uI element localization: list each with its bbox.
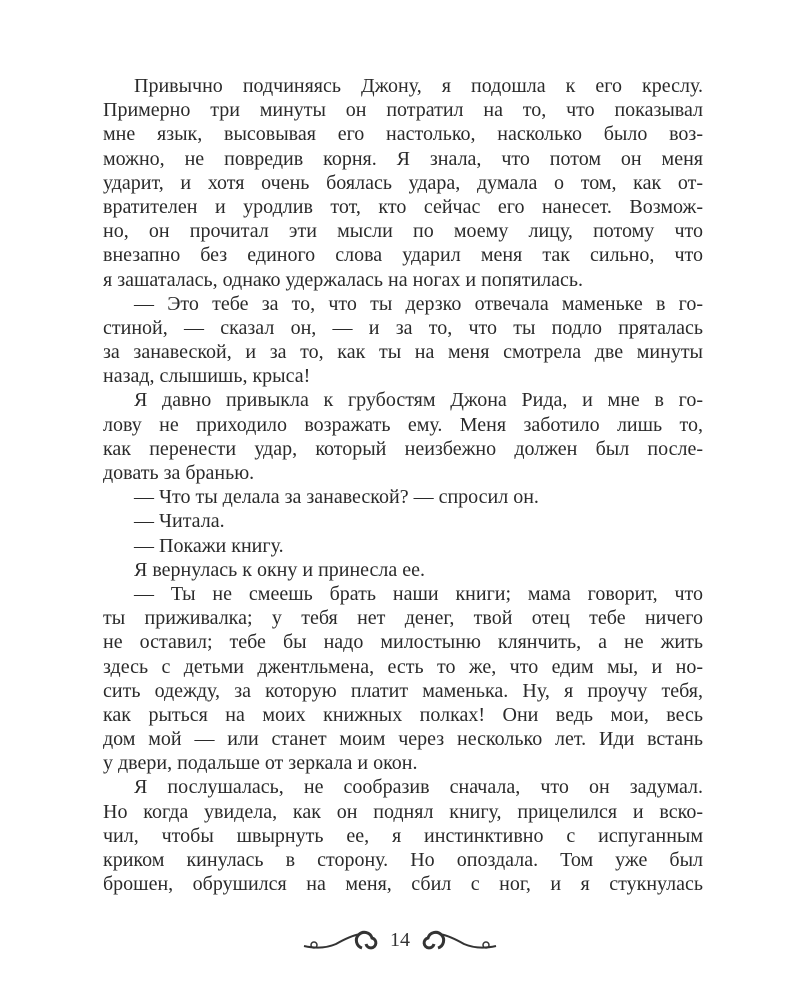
paragraph xyxy=(103,558,703,582)
text-line: Я вернулась к окну и принесла ее. xyxy=(134,558,426,581)
text-line: я зашаталась, однако удержалась на ногах и попятилась. xyxy=(103,268,583,291)
text-line: Привычно подчиняясь Джону, я подошла к его креслу. xyxy=(134,75,703,97)
text-line: как рыться на моих книжных полках! Они ведь мои, весь xyxy=(103,703,703,726)
paragraph xyxy=(103,485,703,509)
text-line: назад, слышишь, крыса! xyxy=(103,365,311,388)
paragraph xyxy=(103,534,703,558)
text-line: довать за бранью. xyxy=(103,462,255,484)
text-line: не оставил; тебе бы надо милостыню клянчить, а не жить xyxy=(103,631,703,654)
paragraph xyxy=(103,509,703,533)
right-ornament-icon xyxy=(418,928,498,952)
text-line: вратителен и уродлив тот, кто сейчас его нанесет. Возмож- xyxy=(103,195,703,218)
text-line: — Это тебе за то, что ты дерзко отвечала маменьке в го- xyxy=(134,292,703,315)
text-line: ты приживалка; у тебя нет денег, твой отец тебе ничего xyxy=(103,607,703,630)
text-line: Я давно привыкла к грубостям Джона Рида, и мне в го- xyxy=(134,389,703,412)
paragraph xyxy=(103,388,703,485)
text-line: Примерно три минуты он потратил на то, что показывал xyxy=(103,99,703,122)
page-footer xyxy=(0,925,800,955)
text-line: — Читала. xyxy=(134,510,225,533)
text-line: Но когда увидела, как он поднял книгу, прицелился и вско- xyxy=(103,800,703,823)
paragraph xyxy=(103,775,703,896)
text-line: как перенести удар, который неизбежно должен был после- xyxy=(103,437,703,460)
left-ornament-icon xyxy=(302,928,382,952)
paragraph xyxy=(103,292,703,389)
text-line: — Покажи книгу. xyxy=(134,534,284,557)
text-line: стиной, — сказал он, — и за то, что ты подло пряталась xyxy=(103,316,703,339)
text-line: у двери, подальше от зеркала и окон. xyxy=(103,752,418,775)
text-line: чил, чтобы швырнуть ее, я инстинктивно с испуганным xyxy=(103,824,703,847)
text-line: сить одежду, за которую платит маменька. Ну, я проучу тебя, xyxy=(103,679,703,702)
text-line: дом мой — или станет моим через несколько лет. Иди встань xyxy=(103,728,703,751)
text-line: мне язык, высовывая его настолько, насколько было воз- xyxy=(103,123,703,146)
body-text xyxy=(103,74,703,896)
text-line: ударит, и хотя очень боялась удара, думала о том, как от- xyxy=(103,171,703,194)
paragraph xyxy=(103,582,703,776)
paragraph xyxy=(103,74,703,292)
text-line: но, он прочитал эти мысли по моему лицу, потому что xyxy=(103,220,703,243)
text-line: брошен, обрушился на меня, сбил с ног, и я стукнулась xyxy=(103,873,703,896)
text-line: лову не приходило возражать ему. Меня заботило лишь то, xyxy=(103,413,703,436)
text-line: криком кинулась в сторону. Но опоздала. Том уже был xyxy=(103,849,703,871)
text-line: за занавеской, и за то, как ты на меня смотрела две минуты xyxy=(103,341,703,364)
text-line: — Ты не смеешь брать наши книги; мама говорит, что xyxy=(134,582,703,605)
text-line: Я послушалась, не сообразив сначала, что он задумал. xyxy=(134,776,703,799)
text-line: здесь с детьми джентльмена, есть то же, что едим мы, и но- xyxy=(103,655,703,678)
text-line: — Что ты делала за занавеской? — спросил он. xyxy=(134,486,539,509)
page-number: 14 xyxy=(390,928,410,951)
text-line: можно, не повредив корня. Я знала, что потом он меня xyxy=(103,147,703,170)
text-line: внезапно без единого слова ударил меня так сильно, что xyxy=(103,244,703,267)
